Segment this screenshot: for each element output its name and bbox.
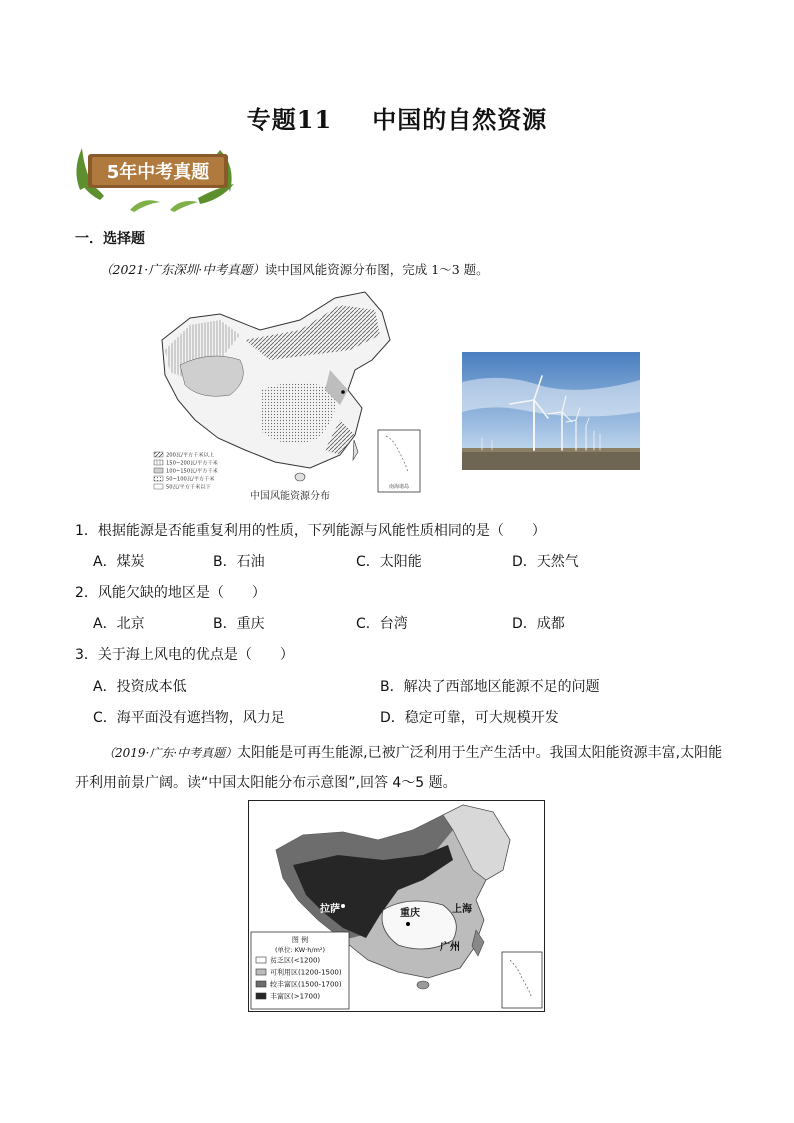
map1-legend-1: 150~200瓦/平方千米 bbox=[166, 460, 218, 467]
city-guangzhou-label: 广州 bbox=[440, 942, 460, 953]
banner-text: 5年中考真题 bbox=[106, 162, 210, 183]
map1-legend-0: 200瓦/平方千米以上 bbox=[166, 452, 214, 459]
title-part1: 专题11 bbox=[246, 105, 333, 134]
question-2-option-d[interactable]: D．成都 bbox=[512, 616, 565, 632]
intro-2021-text: 读中国风能资源分布图，完成 1～3 题。 bbox=[264, 262, 489, 277]
question-2-stem: 2．风能欠缺的地区是（ ） bbox=[75, 585, 266, 601]
map2-legend-unit: (单位: KW·h/m²) bbox=[274, 946, 326, 954]
question-1-option-b[interactable]: B．石油 bbox=[213, 554, 265, 570]
city-chongqing-label: 重庆 bbox=[400, 908, 420, 919]
wind-energy-map bbox=[150, 290, 425, 505]
question-1-stem: 1．根据能源是否能重复利用的性质，下列能源与风能性质相同的是（ ） bbox=[75, 523, 546, 539]
intro-2021-source: （2021·广东深圳·中考真题） bbox=[100, 262, 265, 277]
question-3-stem: 3．关于海上风电的优点是（ ） bbox=[75, 647, 294, 663]
map2-legend-2: 较丰富区(1500-1700) bbox=[270, 980, 342, 989]
section-heading: 一．选择题 bbox=[75, 231, 145, 247]
map2-legend-3: 丰富区(>1700) bbox=[270, 992, 321, 1001]
title-part2: 中国的自然资源 bbox=[372, 105, 548, 134]
question-2-option-c[interactable]: C．台湾 bbox=[356, 616, 408, 632]
page-title bbox=[0, 100, 794, 135]
map1-legend-4: 50瓦/平方千米以下 bbox=[166, 484, 211, 491]
question-1-option-a[interactable]: A．煤炭 bbox=[93, 554, 145, 570]
wind-turbine-photo bbox=[462, 352, 640, 470]
question-1-option-d[interactable]: D．天然气 bbox=[512, 554, 579, 570]
question-2-option-a[interactable]: A．北京 bbox=[93, 616, 145, 632]
banner-image bbox=[70, 140, 240, 212]
map2-legend-title: 图 例 bbox=[291, 936, 309, 944]
question-3-option-b[interactable]: B．解决了西部地区能源不足的问题 bbox=[380, 679, 600, 695]
map2-legend-1: 可利用区(1200-1500) bbox=[270, 968, 342, 977]
question-3-option-d[interactable]: D．稳定可靠，可大规模开发 bbox=[380, 710, 559, 726]
intro-2019-text: 太阳能是可再生能源,已被广泛利用于生产生活中。我国太阳能资源丰富,太阳能开利用前景广阔。读“中国太阳能分布示意图”,回答 4～5 题。 bbox=[75, 745, 723, 791]
map1-caption: 中国风能资源分布 bbox=[250, 491, 330, 502]
city-shanghai-label: 上海 bbox=[452, 904, 472, 915]
question-1-option-c[interactable]: C．太阳能 bbox=[356, 554, 422, 570]
solar-energy-map bbox=[248, 800, 545, 1012]
intro-2021 bbox=[100, 260, 489, 278]
map1-legend-3: 50~100瓦/平方千米 bbox=[166, 476, 215, 483]
question-2-option-b[interactable]: B．重庆 bbox=[213, 616, 265, 632]
city-lasa-label: 拉萨 bbox=[320, 904, 340, 915]
map1-inset-label: 南海诸岛 bbox=[388, 484, 410, 490]
question-3-option-a[interactable]: A．投资成本低 bbox=[93, 679, 187, 695]
intro-2019 bbox=[75, 738, 725, 798]
map2-legend-0: 贫乏区(<1200) bbox=[270, 956, 321, 965]
map1-legend-2: 100~150瓦/平方千米 bbox=[166, 468, 218, 475]
intro-2019-source: （2019·广东·中考真题） bbox=[103, 746, 238, 760]
question-3-option-c[interactable]: C．海平面没有遮挡物，风力足 bbox=[93, 710, 285, 726]
